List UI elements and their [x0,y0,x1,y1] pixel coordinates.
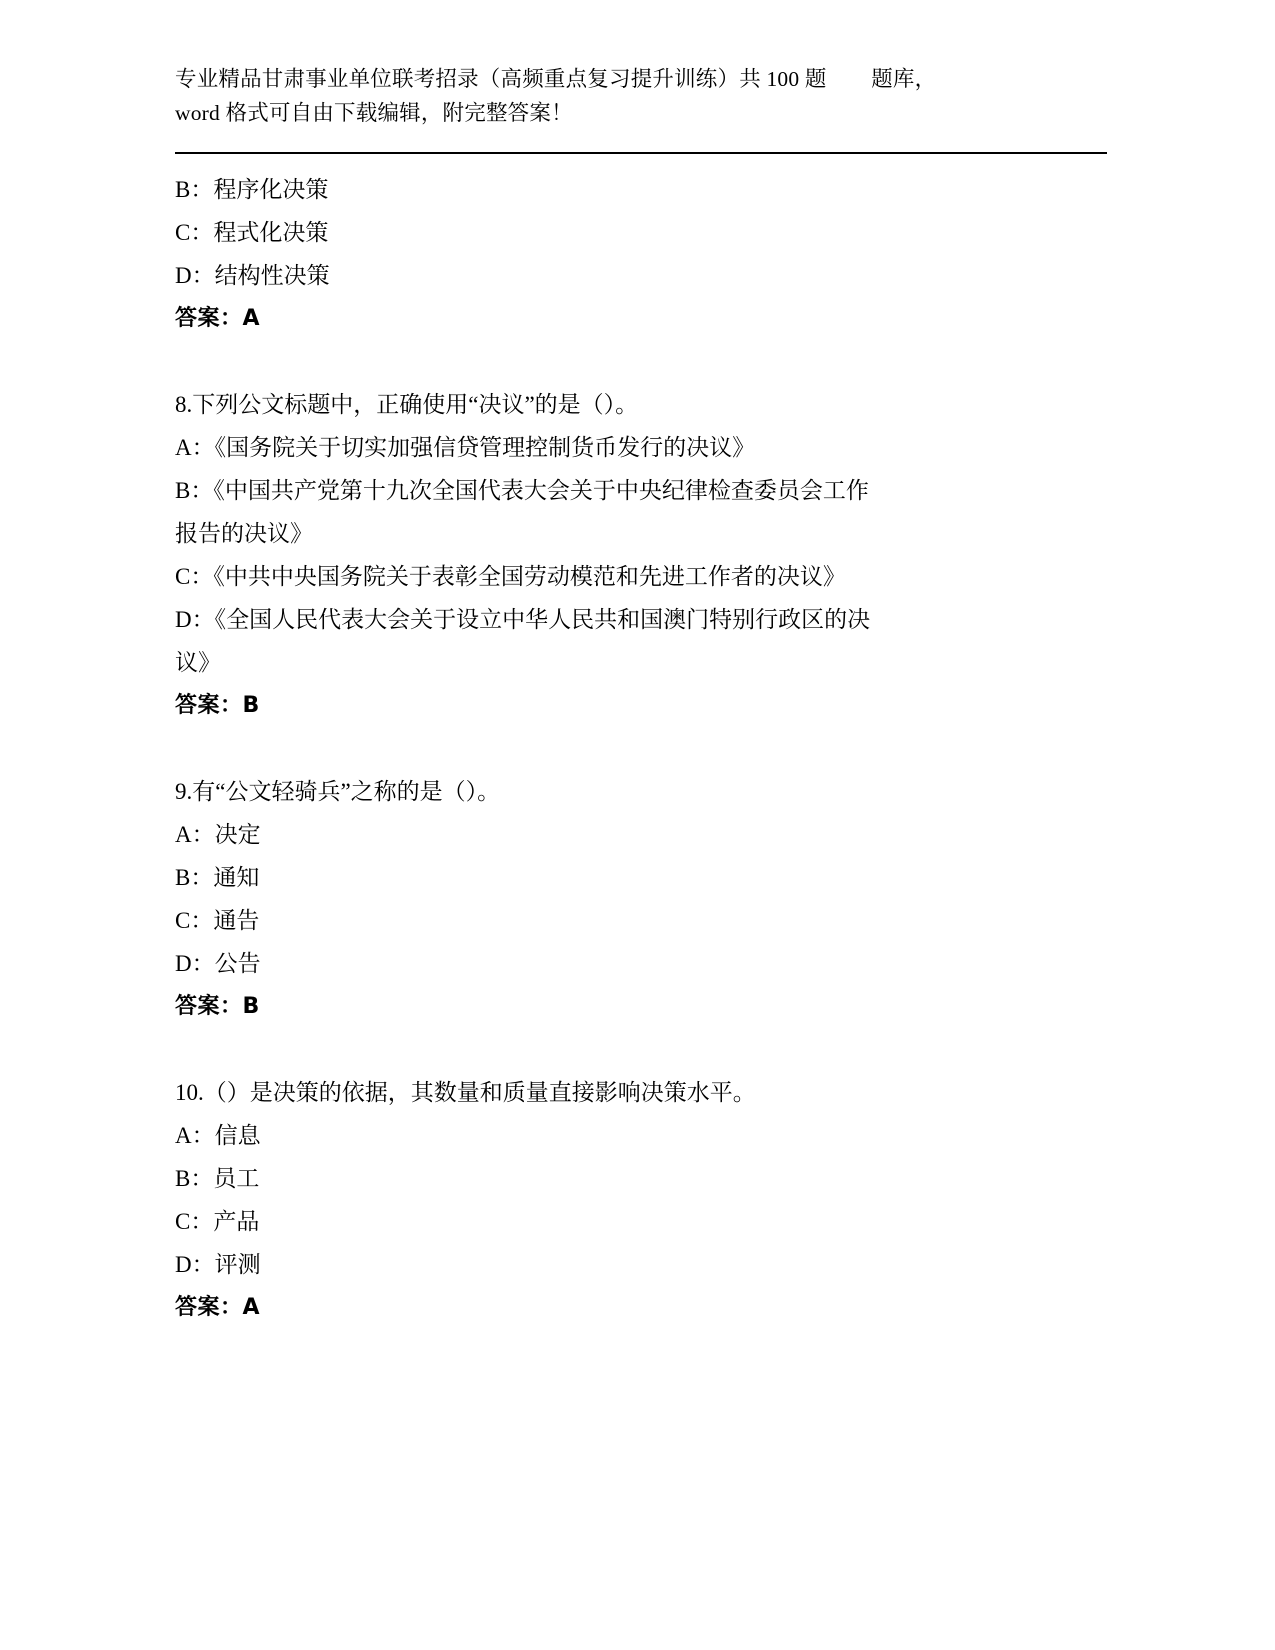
header-line-1: 专业精品甘肃事业单位联考招录（高频重点复习提升训练）共 100 题 题库， [175,67,937,91]
option-item: C：产品 [175,1209,260,1234]
option-item: D：结构性决策 [175,263,330,288]
option-item: B：《中国共产党第十九次全国代表大会关于中央纪律检查委员会工作 [175,478,869,503]
answer-line: 答案：A [175,1295,261,1320]
question-block-8 [175,383,1107,727]
option-item: D：《全国人民代表大会关于设立中华人民共和国澳门特别行政区的决 [175,607,871,632]
answer-line: 答案：B [175,994,260,1019]
partial-question-block [175,168,1107,340]
option-item: D：评测 [175,1252,261,1277]
question-stem: 8.下列公文标题中，正确使用“决议”的是（）。 [175,392,639,417]
document-body [175,154,1107,1329]
option-item-continuation: 议》 [175,650,221,675]
answer-line: 答案：A [175,306,261,331]
option-item: A：《国务院关于切实加强信贷管理控制货币发行的决议》 [175,435,756,460]
page-header [175,0,1107,130]
option-item-continuation: 报告的决议》 [175,521,313,546]
question-stem: 9.有“公文轻骑兵”之称的是（）。 [175,779,501,804]
block-spacer [175,1028,1107,1071]
option-item: A：信息 [175,1123,261,1148]
option-item: C：程式化决策 [175,220,329,245]
answer-line: 答案：B [175,693,260,718]
block-spacer [175,727,1107,770]
question-stem: 10.（）是决策的依据，其数量和质量直接影响决策水平。 [175,1080,756,1105]
option-item: D：公告 [175,951,261,976]
question-block-10 [175,1071,1107,1329]
header-line-2: word 格式可自由下载编辑，附完整答案！ [175,101,573,125]
option-item: B：程序化决策 [175,177,329,202]
question-block-9 [175,770,1107,1028]
option-item: B：通知 [175,865,260,890]
block-spacer [175,340,1107,383]
option-item: C：通告 [175,908,260,933]
option-item: B：员工 [175,1166,260,1191]
option-item: C：《中共中央国务院关于表彰全国劳动模范和先进工作者的决议》 [175,564,846,589]
option-item: A：决定 [175,822,261,847]
